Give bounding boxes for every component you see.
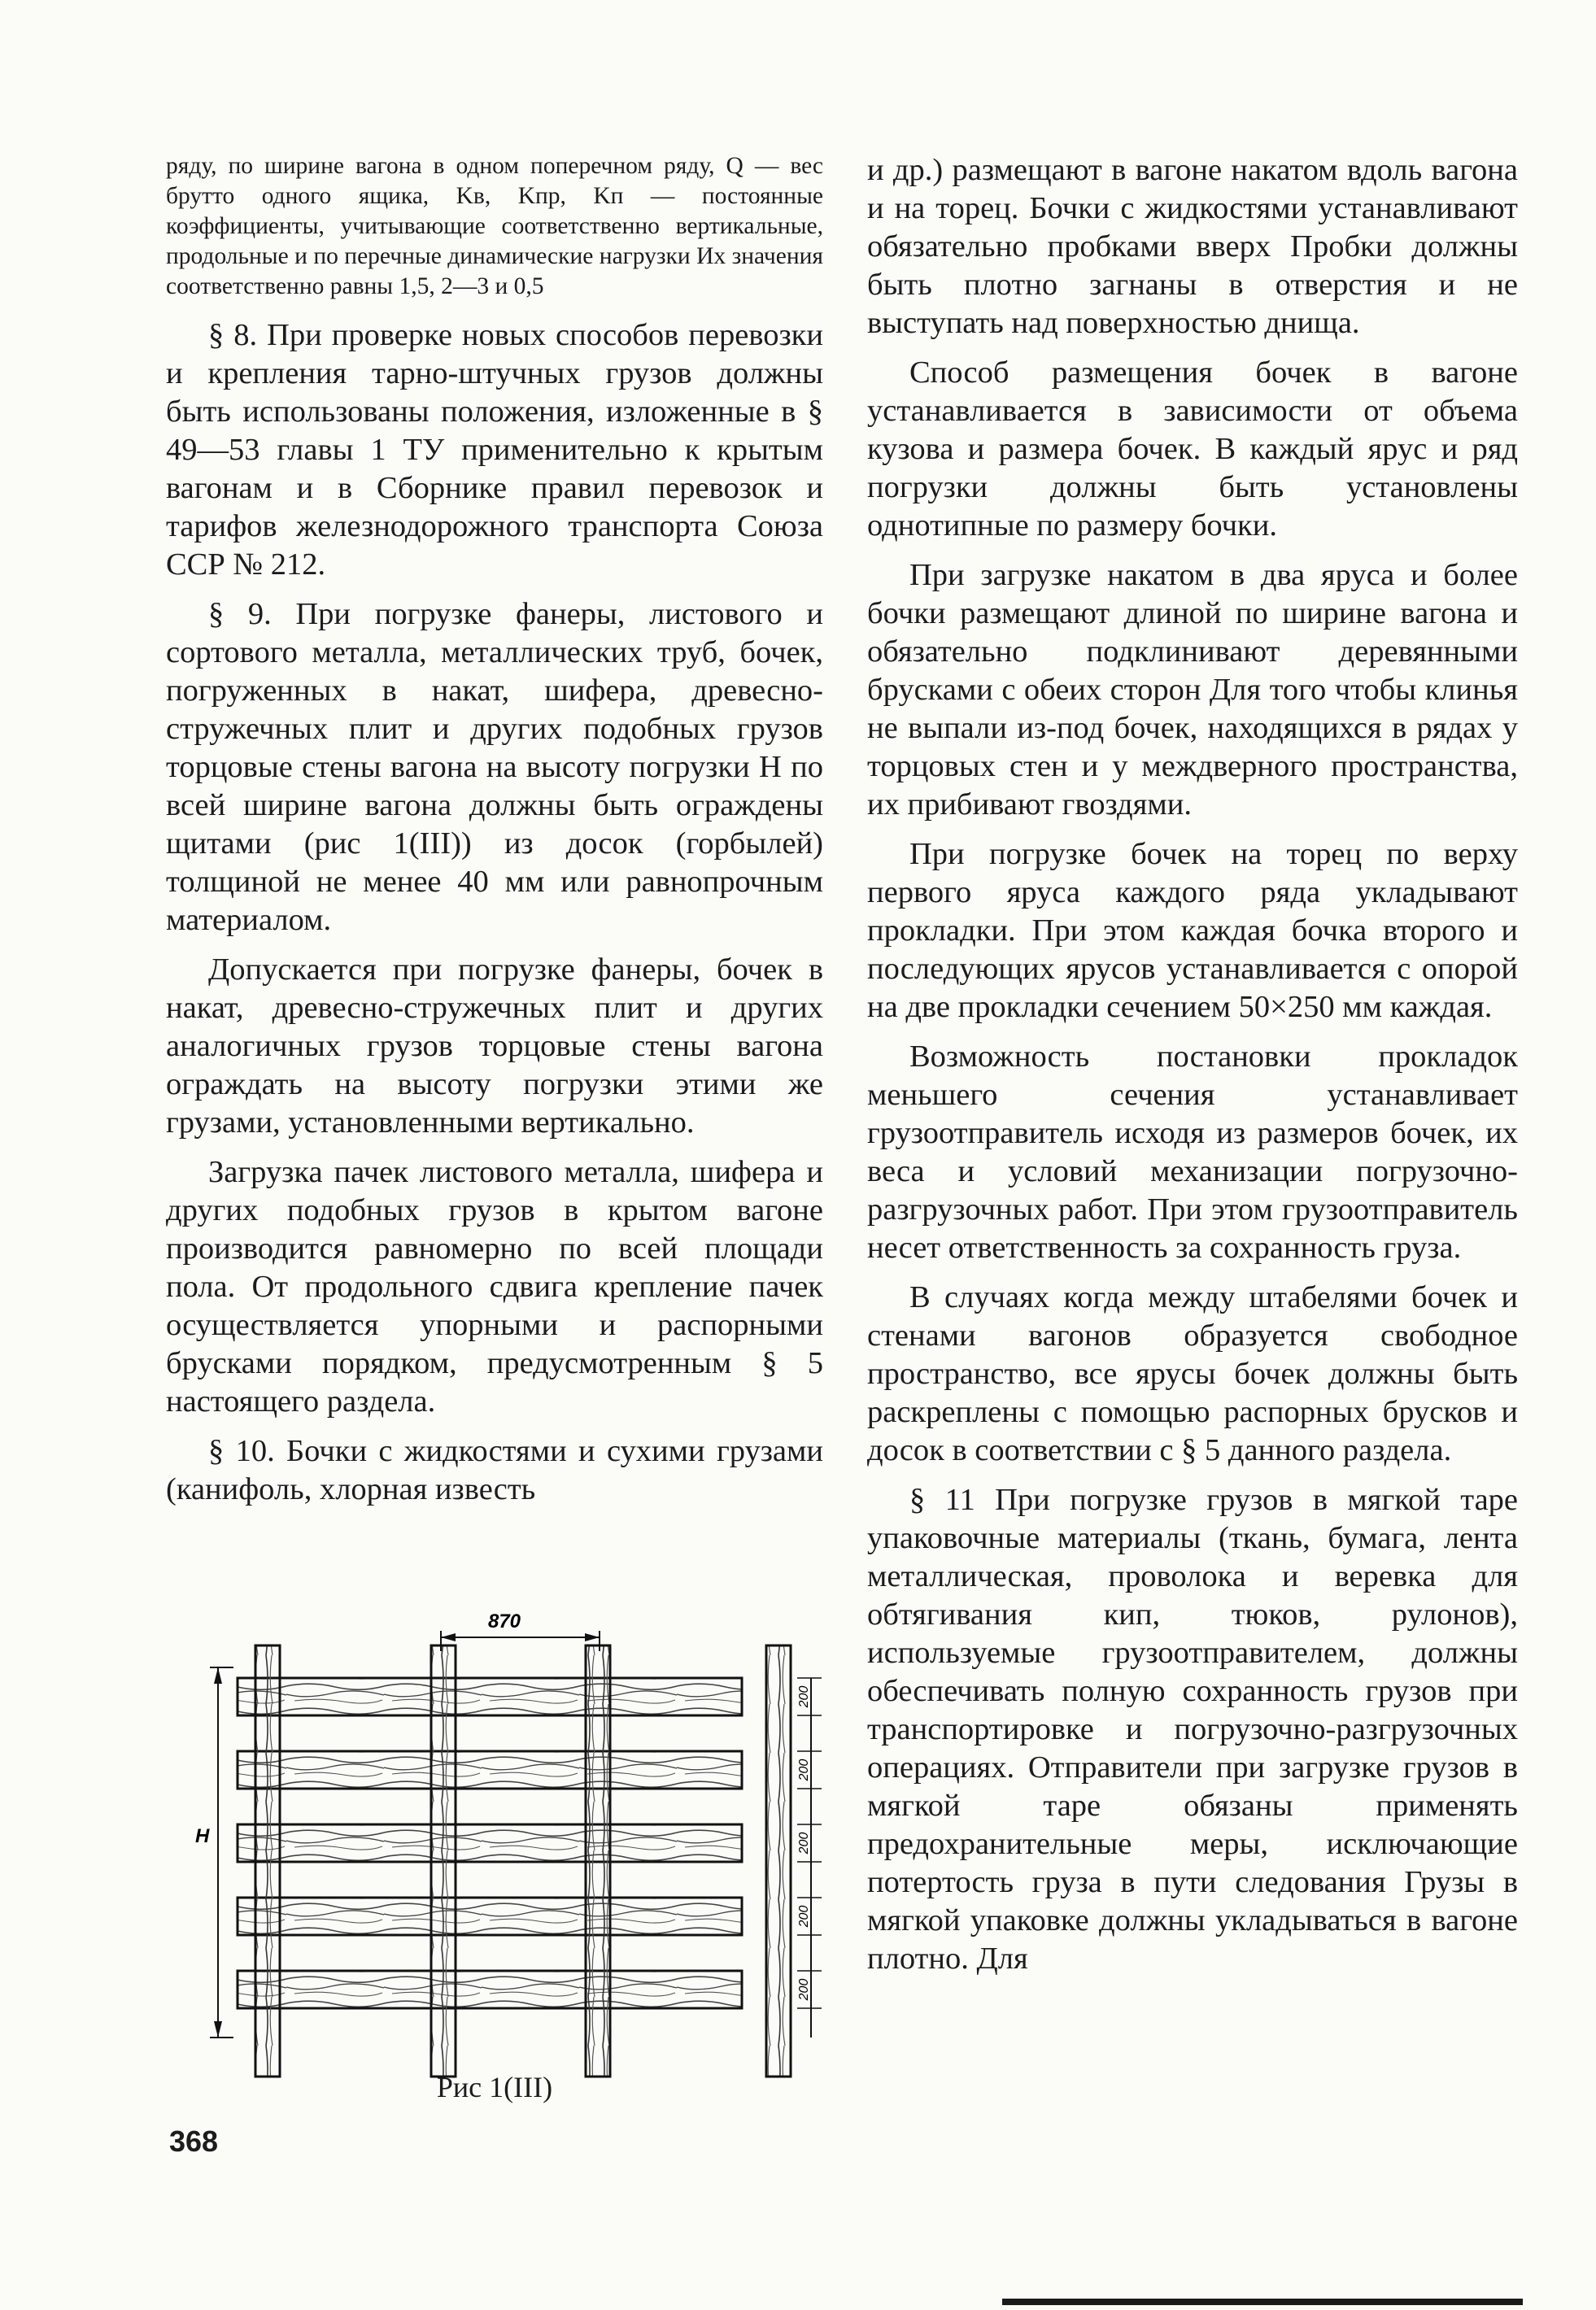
- paragraph-end-loading: При погрузке бочек на торец по верху первого яруса каждого ряда укладывают прокладки. При этом каждая бочка второго и последующих ярусов устанавливается с опорой на две прокладки сечением 50×250 мм каждая.: [867, 837, 1518, 1024]
- dimension-200-label: 200: [797, 1832, 811, 1855]
- figure-caption: Рис 1(III): [436, 2071, 553, 2103]
- paragraph-8: § 8. При проверке новых способов перевозки и крепления тарно-штучных грузов должны быть использованы положения, изложенные в § 49—53 главы 1 ТУ применительно к крытым вагонам и в Сборнике правил перевозок и тарифов железнодорожного транспорта Союза ССР № 212.: [166, 318, 823, 582]
- dimension-200-label: 200: [797, 1685, 811, 1708]
- formula-footnote: ряду, по ширине вагона в одном поперечном ряду, Q — вес брутто одного ящика, Kв, Kпр, Kп — постоянные коэффициенты, учитывающие соответственно вертикальные, продольные и по перечные динамические нагрузки Их значения соответственно равны 1,5, 2—3 и 0,5: [166, 153, 823, 299]
- bottom-rule: [1002, 2299, 1523, 2305]
- left-column: [166, 151, 823, 1509]
- dimension-870-label: 870: [487, 1610, 521, 1632]
- paragraph-two-tier-loading: При загрузке накатом в два яруса и более бочки размещают длиной по ширине вагона и обязательно подклинивают деревянными брусками с обеих сторон Для того чтобы клинья не выпали из-под бочек, находящихся в рядах у торцовых стен и у междверного пространства, их прибивают гвоздями.: [867, 558, 1518, 822]
- paragraph-barrel-placement: Способ размещения бочек в вагоне устанавливается в зависимости от объема кузова и размера бочек. В каждый ярус и ряд погрузки должны быть установлены однотипные по размеру бочки.: [867, 355, 1518, 543]
- paragraph-10-start: § 10. Бочки с жидкостями и сухими грузами (канифоль, хлорная известь: [166, 1434, 823, 1506]
- shield-diagram: [189, 1606, 823, 2111]
- dimension-200-label: 200: [797, 1905, 811, 1928]
- paragraph-11: § 11 При погрузке грузов в мягкой таре упаковочные материалы (ткань, бумага, лента металлическая, проволока и веревка для обтягивания кип, тюков, рулонов), используемые грузоотправителем, должны обеспечивать полную сохранность грузов при транспортировке и погрузочно-разгрузочных операциях. Отправители при загрузке грузов в мягкой таре обязаны применять предохранительные меры, исключающие потертость груза в пути следования Грузы в мягкой упаковке должны укладываться в вагоне плотно. Для: [867, 1483, 1518, 1976]
- right-dimension-chain: [797, 1678, 822, 2038]
- paragraph-10-continued: и др.) размещают в вагоне накатом вдоль вагона и на торец. Бочки с жидкостями устанавливают обязательно пробками вверх Пробки должны быть плотно загнаны в отверстия и не выступать над поверхностью днища.: [867, 153, 1518, 340]
- horizontal-boards: [238, 1678, 742, 2008]
- page-number: 368: [169, 2125, 219, 2158]
- figure-end-wall-shield: [189, 1606, 823, 2111]
- paragraph-9-allowance: Допускается при погрузке фанеры, бочек в накат, древесно-стружечных плит и других аналогичных грузов торцовые стены вагона ограждать на высоту погрузки этими же грузами, установленными вертикально.: [166, 952, 823, 1140]
- dimension-200-label: 200: [797, 1978, 811, 2001]
- dimension-200-label: 200: [797, 1759, 811, 1781]
- paragraph-9-loading: Загрузка пачек листового металла, шифера и других подобных грузов в крытом вагоне производится равномерно по всей площади пола. От продольного сдвига крепление пачек осуществляется упорными и распорными брусками порядком, предусмотренным § 5 настоящего раздела.: [166, 1155, 823, 1419]
- paragraph-9: § 9. При погрузке фанеры, листового и сортового металла, металлических труб, бочек, погруженных в накат, шифера, древесно-стружечных плит и других подобных грузов торцовые стены вагона на высоту погрузки Н по всей ширине вагона должны быть ограждены щитами (рис 1(III)) из досок (горбылей) толщиной не менее 40 мм или равнопрочным материалом.: [166, 597, 823, 937]
- height-h-label: H: [195, 1825, 210, 1847]
- left-dimension: [195, 1667, 233, 2038]
- right-column: [867, 151, 1518, 1978]
- top-dimension: [441, 1610, 600, 1651]
- paragraph-spacer-section: Возможность постановки прокладок меньшего сечения устанавливает грузоотправитель исходя из размеров бочек, их веса и условий механизации погрузочно-разгрузочных работ. При этом грузоотправитель несет ответственность за сохранность груза.: [867, 1040, 1518, 1265]
- paragraph-free-space: В случаях когда между штабелями бочек и стенами вагонов образуется свободное пространство, все ярусы бочек должны быть раскреплены с помощью распорных брусков и досок в соответствии с § 5 данного раздела.: [867, 1280, 1518, 1467]
